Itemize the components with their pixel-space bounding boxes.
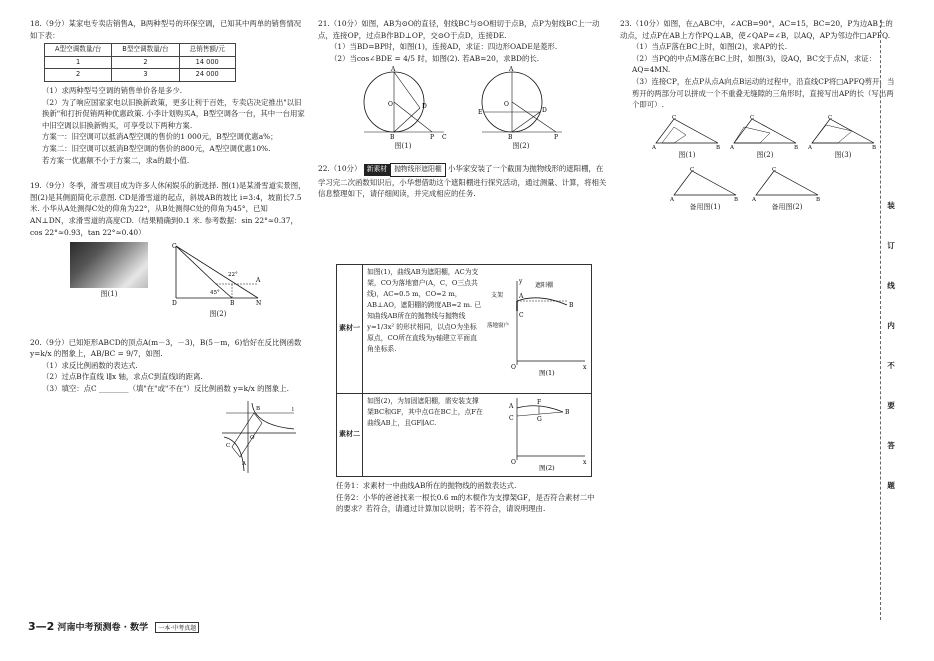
q22-task1: 任务1：求素材一中曲线AB所在的抛物线的函数表达式.	[336, 481, 517, 490]
svg-text:P: P	[554, 134, 559, 141]
triangle-diagram-1	[652, 115, 722, 149]
q22-tag-topic: 抛物线形遮阳棚	[390, 163, 446, 177]
binding-char: 要	[887, 401, 895, 410]
svg-text:B: B	[230, 300, 235, 308]
triangle-diagram-3	[808, 115, 878, 149]
q18-stem: 18.（9分）某家电专卖店销售A，B两种型号的环保空调，已知其中两单的销售情况如下表：	[30, 19, 302, 40]
svg-text:A: A	[242, 460, 246, 467]
svg-text:B: B	[256, 405, 261, 412]
q23-fig2-caption: 图(2)	[756, 150, 774, 159]
svg-text:A: A	[670, 197, 674, 202]
q19-figures	[70, 242, 306, 321]
svg-text:B: B	[508, 134, 513, 141]
q22-tasks	[336, 480, 598, 515]
svg-text:B: B	[872, 144, 877, 149]
svg-text:A: A	[509, 66, 514, 74]
q21-stem: 21.（10分）如图，AB为⊙O的直径，射线BC与⊙O相切于点B，点P为射线BC上一动点，连接OP，过点B作BD⊥OP，交⊙O于点D，连接DE.	[318, 19, 600, 40]
svg-text:O: O	[504, 101, 509, 109]
svg-text:D: D	[172, 300, 177, 308]
binding-notice	[884, 186, 898, 506]
q19-figure-2	[170, 242, 266, 321]
material-2-caption: 图(2)	[539, 464, 555, 472]
q19-stem: 19.（9分）冬季，滑雪项目成为许多人休闲娱乐的新选择. 图(1)是某滑雪道实景图，图(2)是其侧面简化示意图. CD是滑雪道的起点，斜坡AB的坡比 i=3:4，坡面长7.5 米. 小华从A处测得C处的仰角为22°，从B处测得C处的仰角为45°，已知AN⊥DN，求滑雪道的高度CD.（结果精确到0.1 米. 参考数据：sin 22°≈0.37，cos 22°≈0.93，tan 22°≈0.40）	[30, 181, 306, 237]
q18-cell: 24 000	[179, 69, 235, 82]
svg-text:A: A	[509, 403, 514, 410]
svg-text:C: C	[672, 114, 677, 121]
binding-char: 订	[887, 241, 895, 250]
circle-diagram-2	[476, 66, 566, 140]
svg-text:D: D	[422, 103, 427, 111]
q21-part1: （1）当BD=BP时，如图(1)，连接AD，求证：四边形OADE是菱形.	[330, 42, 558, 52]
q23-part1: （1）当点F落在BC上时，如图(2)，求AP的长.	[632, 42, 788, 52]
svg-text:A: A	[752, 197, 756, 202]
svg-text:C: C	[750, 114, 755, 121]
q18-part1: （1）求两种型号空调的销售单价各是多少.	[42, 85, 183, 95]
column-2	[318, 18, 610, 514]
material-1-caption: 图(1)	[539, 369, 555, 377]
svg-text:B: B	[716, 144, 721, 149]
publisher-logo: 一本·中考真题	[155, 622, 199, 633]
svg-text:B: B	[569, 302, 574, 309]
hyperbola-diagram	[218, 399, 298, 475]
q18-cell: 3	[112, 69, 179, 82]
q20-part2: （2）过点B作直线 l∥x 轴，求点C到直线l的距离.	[42, 372, 203, 382]
q21-figure-2	[476, 66, 566, 153]
q22-intro: 小华家安装了一个截面为抛物线形的遮阳棚，在学习完二次函数知识后，小华想借助这个遮阳棚进行探究活动，通过测量、计算，将相关信息整理如下，请仔细阅读，并完成相应的任务.	[318, 163, 607, 199]
svg-text:O: O	[250, 434, 255, 441]
svg-text:A: A	[652, 144, 656, 149]
q23-part2: （2）当PQ的中点M落在BC上时，如图(3)，设AQ，BC交于点N，求证：AQ=4MN.	[632, 53, 877, 75]
q20-stem: 20.（9分）已知矩形ABCD的顶点A(m－3，－3)，B(5－m，6)恰好在反比例函数 y=k/x 的图象上，AB/BC = 9/7，如图.	[30, 337, 302, 359]
q19-figure-1	[70, 242, 148, 321]
q23-figure-3	[808, 115, 878, 162]
material-2-label: 素材二	[337, 394, 363, 476]
q21-part2: （2）当cos∠BDE = 4/5 时，如图(2). 若AB=20，求BD的长.	[330, 53, 540, 63]
svg-text:C: C	[226, 442, 231, 449]
q18-cell: 1	[45, 56, 112, 69]
awning-diagram-2	[487, 394, 591, 472]
svg-text:E: E	[478, 109, 483, 117]
svg-text:B: B	[734, 197, 739, 202]
circle-diagram-1	[358, 66, 448, 140]
q23-fig1-caption: 图(1)	[678, 150, 696, 159]
svg-text:C: C	[772, 167, 777, 174]
binding-char: 题	[887, 481, 895, 490]
q23-figures-row1	[652, 115, 896, 162]
q18-part2: （2）为了响应国家家电以旧换新政策，更多让利于百姓，专卖店决定推出"以旧换新"和打折促销两种优惠政策. 小李计划购买A，B型空调各一台，其中一台用家中旧空调以旧换新购买，可享受以下两种方案.	[42, 97, 305, 130]
q19-fig1-caption: 图(1)	[100, 290, 118, 299]
q23-fig4-caption: 备用图(1)	[689, 203, 721, 212]
spare-diagram-1	[670, 167, 740, 201]
binding-char: 答	[887, 441, 895, 450]
svg-text:22°: 22°	[228, 272, 238, 279]
svg-text:F: F	[537, 399, 542, 406]
exam-page	[22, 18, 895, 643]
binding-char: 内	[887, 321, 895, 330]
q22-material-table	[336, 264, 592, 477]
column-3	[620, 18, 896, 214]
svg-text:C: C	[442, 134, 447, 141]
spare-diagram-2	[752, 167, 822, 201]
binding-char: 装	[887, 201, 895, 210]
q18-ask: 若方案一优惠额不小于方案二，求a的最小值.	[42, 155, 190, 165]
svg-text:A: A	[519, 293, 524, 300]
q23-figure-2	[730, 115, 800, 162]
q22-number: 22.（10分）	[318, 163, 362, 173]
svg-text:x: x	[583, 459, 587, 466]
q18-cell: 2	[112, 56, 179, 69]
q21-fig1-caption: 图(1)	[394, 142, 412, 151]
svg-text:y: y	[519, 278, 523, 285]
label-support: 支架	[491, 292, 504, 299]
column-1	[30, 18, 306, 478]
q20-figure	[218, 399, 306, 479]
svg-text:x: x	[583, 364, 587, 371]
q18-plan1: 方案一：旧空调可以抵消A型空调的售价的1 000元，B型空调优惠a%；	[42, 132, 278, 142]
slope-diagram	[170, 242, 266, 308]
page-number: 3—2	[28, 620, 55, 633]
q22-tag-new: 新素材	[364, 164, 390, 176]
svg-text:A: A	[808, 144, 812, 149]
label-awning: 遮阳棚	[535, 282, 554, 289]
svg-text:A: A	[256, 277, 261, 285]
q22-task2: 任务2：小华的爸爸找来一根长0.6 m的木棍作为支撑架GF，是否符合素材二中的要求？若符合，请通过计算加以说明；若不符合，请说明理由.	[336, 492, 595, 514]
q23-part3: （3）连接CP，在点P从点A向点B运动的过程中，沿直线CP将□APFQ剪开，当剪开的两部分可以拼成一个不重叠无缝隙的三角形时，直接写出AP的长（写出两个即可）.	[632, 76, 895, 110]
material-1-row	[337, 265, 591, 394]
svg-text:N: N	[256, 300, 262, 308]
q23-figure-5	[752, 167, 822, 214]
footer-title: 河南中考预测卷 · 数学	[57, 623, 149, 633]
q21-figure-1	[358, 66, 448, 153]
q20-part3: （3）填空：点C ________（填"在"或"不在"）反比例函数 y=k/x 的图象上.	[42, 384, 290, 394]
svg-text:A: A	[730, 144, 734, 149]
awning-diagram-1	[487, 265, 591, 377]
q18-plan2: 方案二：旧空调可以抵消B型空调的售价的800元，A型空调优惠10%.	[42, 143, 271, 153]
binding-line	[880, 20, 882, 620]
q23-figure-1	[652, 115, 722, 162]
material-1-text: 如图(1)，曲线AB为遮阳棚，AC为支架，CO为落地窗户(A，C，O三点共线)，AC=0.5 m，CO=2 m，AB⊥AO，遮阳棚的跨度AB=2 m. 已知曲线AB所在的抛物线与抛物线 y=1/3x² 的形状相同，以点O为坐标原点，CO所在直线为y轴建立平面直角坐标系.	[367, 268, 482, 353]
q22-stem	[318, 163, 610, 200]
q18-col3: 总销售额/元	[179, 44, 235, 57]
q18-cell: 14 000	[179, 56, 235, 69]
svg-text:B: B	[390, 134, 395, 141]
page-footer	[28, 620, 199, 633]
q21-figures	[358, 66, 610, 153]
q21-fig2-caption: 图(2)	[512, 142, 530, 151]
material-2-figure	[487, 394, 591, 476]
q23-fig5-caption: 备用图(2)	[771, 203, 803, 212]
svg-text:G: G	[537, 416, 542, 423]
svg-text:C: C	[690, 167, 695, 174]
svg-text:C: C	[828, 114, 833, 121]
svg-text:l: l	[292, 406, 294, 413]
material-2-text: 如图(2)，为加固遮阳棚，需安装支撑架BC和GF，其中点G在BC上，点F在曲线AB上，且GF∥AC.	[367, 397, 483, 427]
label-window: 落地窗户	[487, 323, 510, 329]
q23-figures-row2	[670, 167, 896, 214]
q18-col2: B型空调数量/台	[112, 44, 179, 57]
q19-fig2-caption: 图(2)	[209, 310, 227, 319]
q20-part1: （1）求反比例函数的表达式.	[42, 360, 138, 370]
svg-text:B: B	[565, 409, 570, 416]
svg-text:B: B	[816, 197, 821, 202]
svg-text:C: C	[519, 312, 524, 319]
svg-text:45°: 45°	[210, 290, 220, 297]
binding-char: 线	[887, 281, 895, 290]
binding-char: 不	[887, 361, 895, 370]
svg-text:P: P	[430, 134, 435, 141]
q23-stem: 23.（10分）如图，在△ABC中，∠ACB=90°，AC=15，BC=20，P为边AB上的动点，过点P在AB上方作PQ⊥AB，使∠QAP=∠B，以AQ，AP为邻边作□APFQ.	[620, 19, 893, 40]
svg-text:O: O	[388, 101, 393, 109]
svg-text:C: C	[509, 415, 514, 422]
svg-text:O: O	[511, 364, 516, 371]
svg-text:A: A	[391, 66, 396, 74]
material-2-row	[337, 394, 591, 476]
svg-text:O: O	[511, 459, 516, 466]
q18-col1: A型空调数量/台	[45, 44, 112, 57]
ski-photo	[70, 242, 148, 288]
material-1-label: 素材一	[337, 265, 363, 393]
triangle-diagram-2	[730, 115, 800, 149]
material-1-figure	[487, 265, 591, 393]
svg-text:B: B	[794, 144, 799, 149]
svg-text:D: D	[542, 107, 547, 115]
q18-table	[44, 43, 236, 82]
q23-figure-4	[670, 167, 740, 214]
q18-cell: 2	[45, 69, 112, 82]
q23-fig3-caption: 图(3)	[834, 150, 852, 159]
svg-text:C: C	[172, 243, 177, 251]
